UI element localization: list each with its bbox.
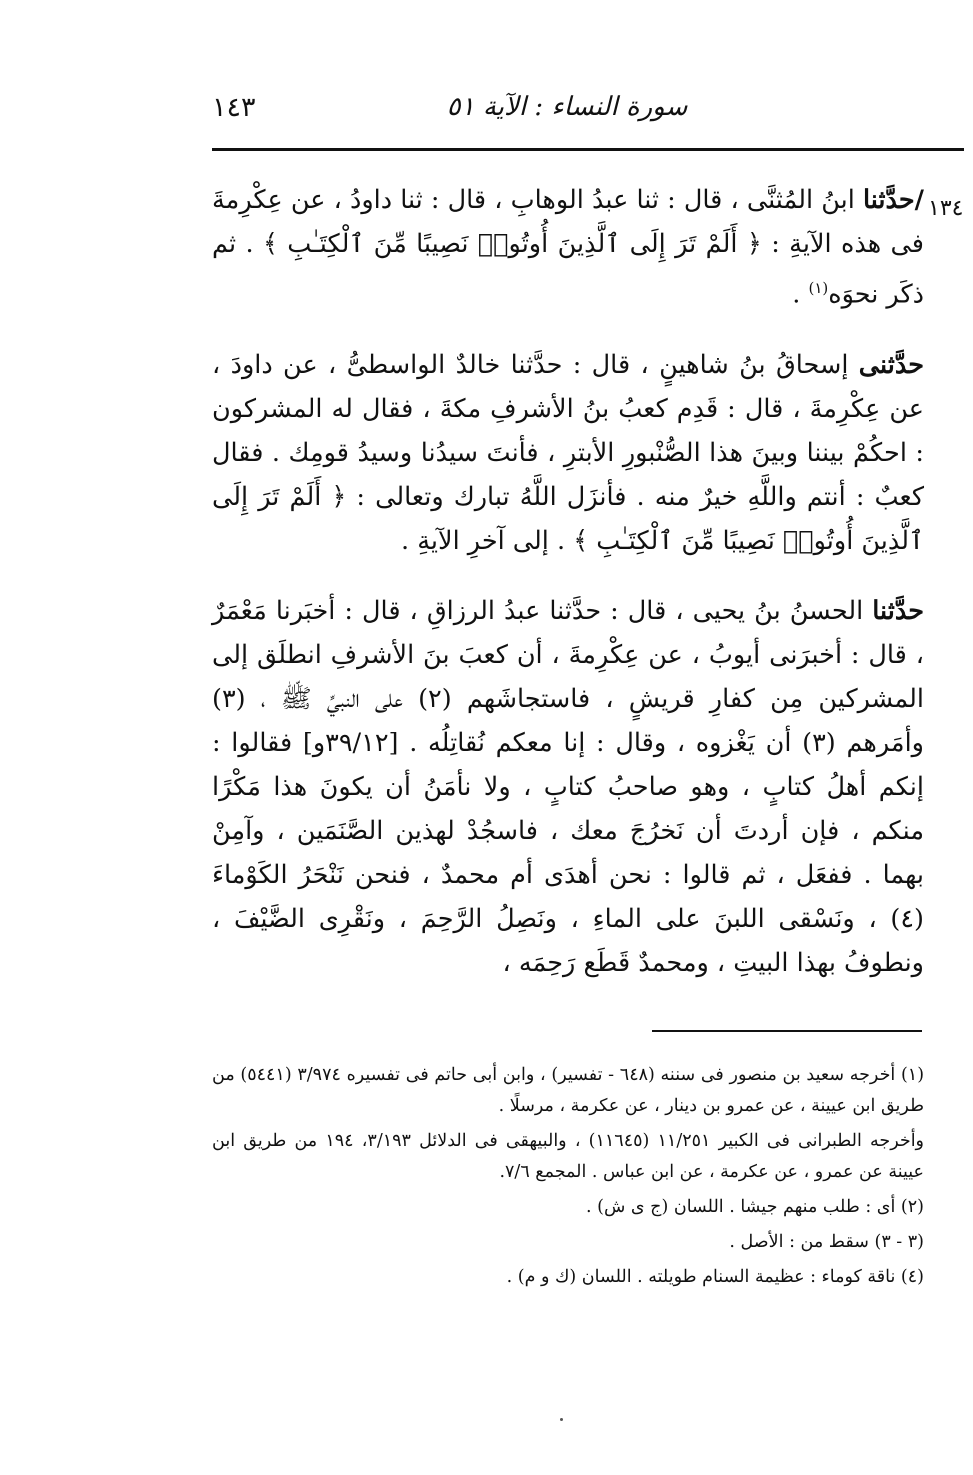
footnote: (٢) أى : طلب منهم جيشا . اللسان (ج ى ش) . xyxy=(586,1197,924,1217)
paragraph xyxy=(212,589,924,985)
paragraph-tail: . xyxy=(792,279,809,310)
footnote-rule xyxy=(652,1030,922,1032)
header-rule xyxy=(212,148,964,151)
footnote-marker: (١) xyxy=(808,279,829,297)
paragraph-text: إسحاقُ بنُ شاهينٍ ، قال : حدَّثنا خالدٌ الواسطىُّ ، عن داودَ ، عن عِكْرِمةَ ، قال : قَدِم كعبُ بنُ الأشرفِ مكةَ ، فقال له المشركون : احكُمْ بيننا وبينَ هذا الصُّنْبورِ الأبترِ ، فأنتَ سيدُنا وسيدُ قومِك . فقال كعبٌ : أنتم واللَّهِ خيرٌ منه . فأنزَل اللَّهُ تبارك وتعالى : ﴿ أَلَمْ تَرَ إِلَى ٱلَّذِينَ أُوتُوا۟ نَصِيبًا مِّنَ ٱلْكِتَـٰبِ ﴾ . إلى آخرِ الآيةِ . xyxy=(212,349,924,556)
footnote: (٤) ناقة كوماء : عظيمة السنام طويلته . اللسان (ك و م) . xyxy=(506,1267,924,1287)
paragraph-lead: حدَّثنا xyxy=(872,595,924,626)
footnote: (٣ - ٣) سقط من : الأصل . xyxy=(729,1232,924,1252)
margin-reference: ١٣٤ xyxy=(928,196,964,221)
paragraph xyxy=(212,343,924,563)
footnote: وأخرجه الطبرانى فى الكبير ١١/٢٥١ (١١٦٤٥) ، والبيهقى فى الدلائل ٣/١٩٣، ١٩٤ من طريق ابن عيينة عن عمرو ، عن عكرمة ، عن ابن عباس . المجمع ٧/٦. xyxy=(212,1131,925,1182)
paragraph-lead: /حدَّثنا xyxy=(862,185,924,215)
page-number: ١٤٣ xyxy=(212,92,256,123)
stray-dot xyxy=(560,1418,563,1421)
paragraph xyxy=(212,178,924,317)
page-header xyxy=(212,92,922,142)
paragraph-text: الحسنُ بنُ يحيى ، قال : حدَّثنا عبدُ الرزاقِ ، قال : أخبَرنا مَعْمَرٌ ، قال : أخبرَنى أيوبُ ، عن عِكْرِمةَ ، أن كعبَ بنَ الأشرفِ انطلَق إلى المشركين مِن كفارِ قريشٍ ، فاستجاشَهم (٢) على النبيِّ ﷺ ، (٣) وأمَرهم (٣) أن يَغْزوه ، وقال : إنا معكم نُقاتِلُه . [٣٩/١٢و] فقالوا : إنكم أهلُ كتابٍ ، وهو صاحبُ كتابٍ ، ولا نأمَنُ أن يكونَ هذا مَكْرًا منكم ، فإن أردتَ أن نَخرُجَ معك ، فاسجُدْ لهذين الصَّنَمَين ، وآمِنْ بهما . ففعَل ، ثم قالوا : نحن أهدَى أم محمدٌ ، فنحن نَنْحَرُ الكَوْماءَ (٤) ، ونَسْقى اللبنَ على الماءِ ، ونَصِلُ الرَّحِمَ ، ونَقْرِى الضَّيْفَ ، ونطوفُ بهذا البيتِ ، ومحمدٌ قَطَع رَحِمَه ، xyxy=(212,595,924,978)
running-title: سورة النساء : الآية ٥١ xyxy=(446,92,688,122)
footnote: (١) أخرجه سعيد بن منصور فى سننه (٦٤٨ - تفسير) ، وابن أبى حاتم فى تفسيره ٣/٩٧٤ (٥٤٤١) من طريق ابن عيينة ، عن عمرو بن دينار ، عن عكرمة ، مرسلًا . xyxy=(212,1065,925,1116)
body-text xyxy=(212,178,924,1011)
footnotes xyxy=(212,1060,924,1297)
paragraph-text: ابنُ المُثنَّى ، قال : ثنا عبدُ الوهابِ ، قال : ثنا داودُ ، عن عِكْرِمةَ فى هذه الآيةِ : ﴿ أَلَمْ تَرَ إِلَى ٱلَّذِينَ أُوتُوا۟ نَصِيبًا مِّنَ ٱلْكِتَـٰبِ ﴾ . ثم ذكَر نحوَه xyxy=(212,185,924,310)
paragraph-lead: حدَّثنى xyxy=(858,349,924,380)
